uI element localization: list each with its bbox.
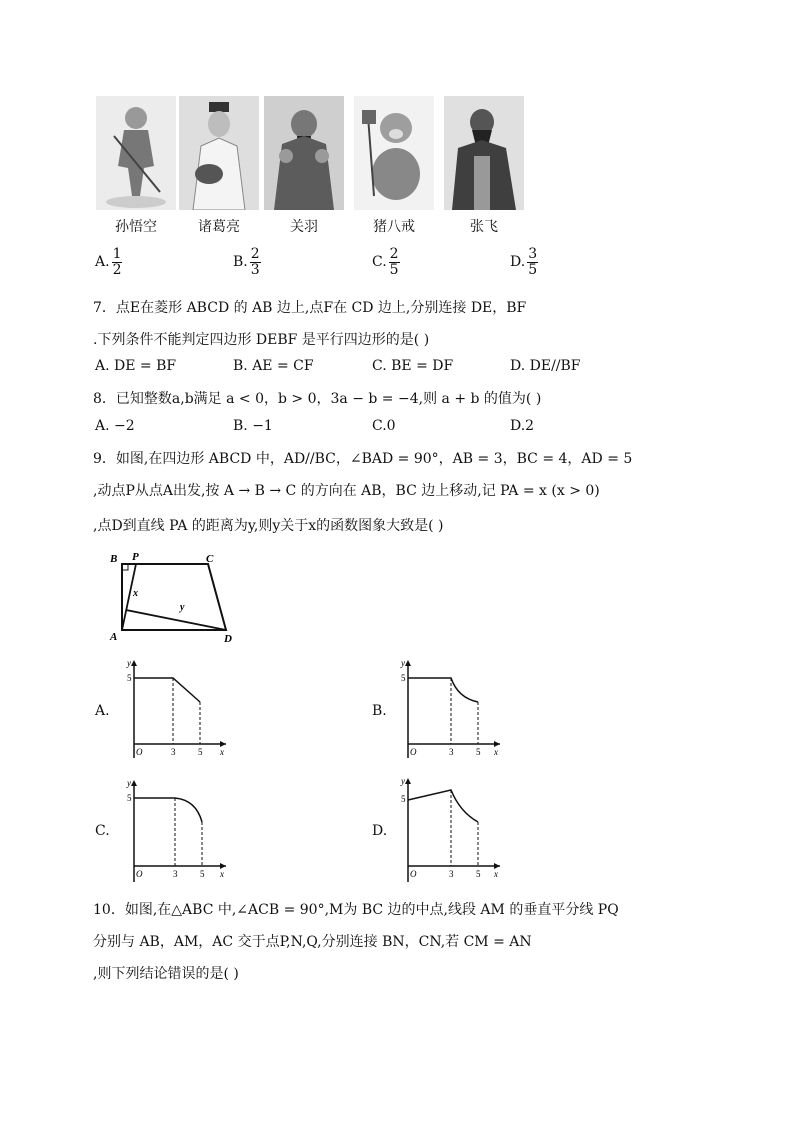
q8-stem: 8．已知整数a,b满足 a < 0，b > 0，3a − b = −4,则 a + b 的值为( ) [93, 391, 542, 407]
label-x: x [133, 588, 138, 599]
axis-x-label: x [494, 747, 498, 757]
axis-x-label: x [494, 869, 498, 879]
q9-option-a-label[interactable]: A. [95, 703, 110, 719]
q9-graph-b[interactable] [396, 656, 508, 760]
label-p: P [132, 551, 139, 563]
q9-option-b-label[interactable]: B. [372, 703, 387, 719]
q9-quadrilateral-figure [108, 548, 248, 648]
picture-guan-yu [264, 96, 344, 210]
tick-x-5: 5 [198, 747, 203, 757]
caption-zhuge-liang: 诸葛亮 [198, 219, 240, 235]
axis-y-label: y [127, 658, 131, 668]
origin-label: O [410, 747, 417, 757]
tick-x-3: 3 [171, 747, 176, 757]
axis-y-label: y [127, 778, 131, 788]
label-c: C [206, 553, 214, 565]
tick-x-5: 5 [476, 747, 481, 757]
q9-graph-c[interactable] [118, 776, 230, 884]
q10-stem-line3: ,则下列结论错误的是( ) [93, 966, 239, 982]
q9-graph-a[interactable] [118, 656, 230, 760]
q7-stem-line2: .下列条件不能判定四边形 DEBF 是平行四边形的是( ) [93, 332, 430, 348]
q6-option-c[interactable]: C. $\frac{2}{5}$ [372, 246, 399, 278]
caption-guan-yu: 关羽 [290, 219, 318, 235]
q6-option-a[interactable]: A. $\frac{1}{2}$ [95, 246, 122, 278]
tick-x-3: 3 [449, 869, 454, 879]
q6-option-d[interactable]: D. $\frac{3}{5}$ [510, 246, 538, 278]
label-b: B [110, 553, 118, 565]
tick-x-5: 5 [476, 869, 481, 879]
axis-x-label: x [220, 747, 224, 757]
label-a: A [110, 631, 118, 643]
q8-option-b[interactable]: B. −1 [233, 418, 273, 434]
q8-option-d[interactable]: D.2 [510, 418, 535, 434]
axis-y-label: y [401, 776, 405, 786]
q9-option-c-label[interactable]: C. [95, 823, 110, 839]
axis-y-label: y [401, 658, 405, 668]
q7-option-c[interactable]: C. BE = DF [372, 358, 454, 374]
tick-y-5: 5 [401, 673, 406, 683]
label-d: D [224, 633, 232, 645]
q10-stem-line2: 分别与 AB，AM，AC 交于点P,N,Q,分别连接 BN，CN,若 CM = AN [93, 934, 532, 950]
axis-x-label: x [220, 869, 224, 879]
caption-sun-wukong: 孙悟空 [115, 219, 157, 235]
picture-sun-wukong [96, 96, 176, 210]
q7-option-d[interactable]: D. DE//BF [510, 358, 581, 374]
picture-zhuge-liang [179, 96, 259, 210]
q6-option-b[interactable]: B. $\frac{2}{3}$ [233, 246, 260, 278]
tick-y-5: 5 [401, 794, 406, 804]
label-y: y [180, 602, 185, 613]
q10-stem-line1: 10．如图,在△ABC 中,∠ACB = 90°,M为 BC 边的中点,线段 AM 的垂直平分线 PQ [93, 902, 619, 918]
caption-zhang-fei: 张飞 [470, 219, 498, 235]
q7-option-a[interactable]: A. DE = BF [95, 358, 177, 374]
tick-x-3: 3 [173, 869, 178, 879]
q9-stem-line2: ,动点P从点A出发,按 A → B → C 的方向在 AB，BC 边上移动,记 PA = x (x > 0) [93, 483, 600, 499]
origin-label: O [136, 869, 143, 879]
tick-x-3: 3 [449, 747, 454, 757]
origin-label: O [410, 869, 417, 879]
q7-stem-line1: 7．点E在菱形 ABCD 的 AB 边上,点F在 CD 边上,分别连接 DE，BF [93, 300, 527, 316]
caption-zhu-bajie: 猪八戒 [373, 219, 415, 235]
origin-label: O [136, 747, 143, 757]
q8-option-c[interactable]: C.0 [372, 418, 396, 434]
q9-stem-line3: ,点D到直线 PA 的距离为y,则y关于x的函数图象大致是( ) [93, 518, 444, 534]
picture-zhu-bajie [354, 96, 434, 210]
tick-x-5: 5 [200, 869, 205, 879]
tick-y-5: 5 [127, 673, 132, 683]
q9-graph-d[interactable] [396, 770, 508, 884]
tick-y-5: 5 [127, 793, 132, 803]
q9-stem-line1: 9．如图,在四边形 ABCD 中，AD//BC，∠BAD = 90°，AB = 3，BC = 4，AD = 5 [93, 451, 633, 467]
q9-option-d-label[interactable]: D. [372, 823, 388, 839]
picture-zhang-fei [444, 96, 524, 210]
q8-option-a[interactable]: A. −2 [95, 418, 135, 434]
q7-option-b[interactable]: B. AE = CF [233, 358, 314, 374]
